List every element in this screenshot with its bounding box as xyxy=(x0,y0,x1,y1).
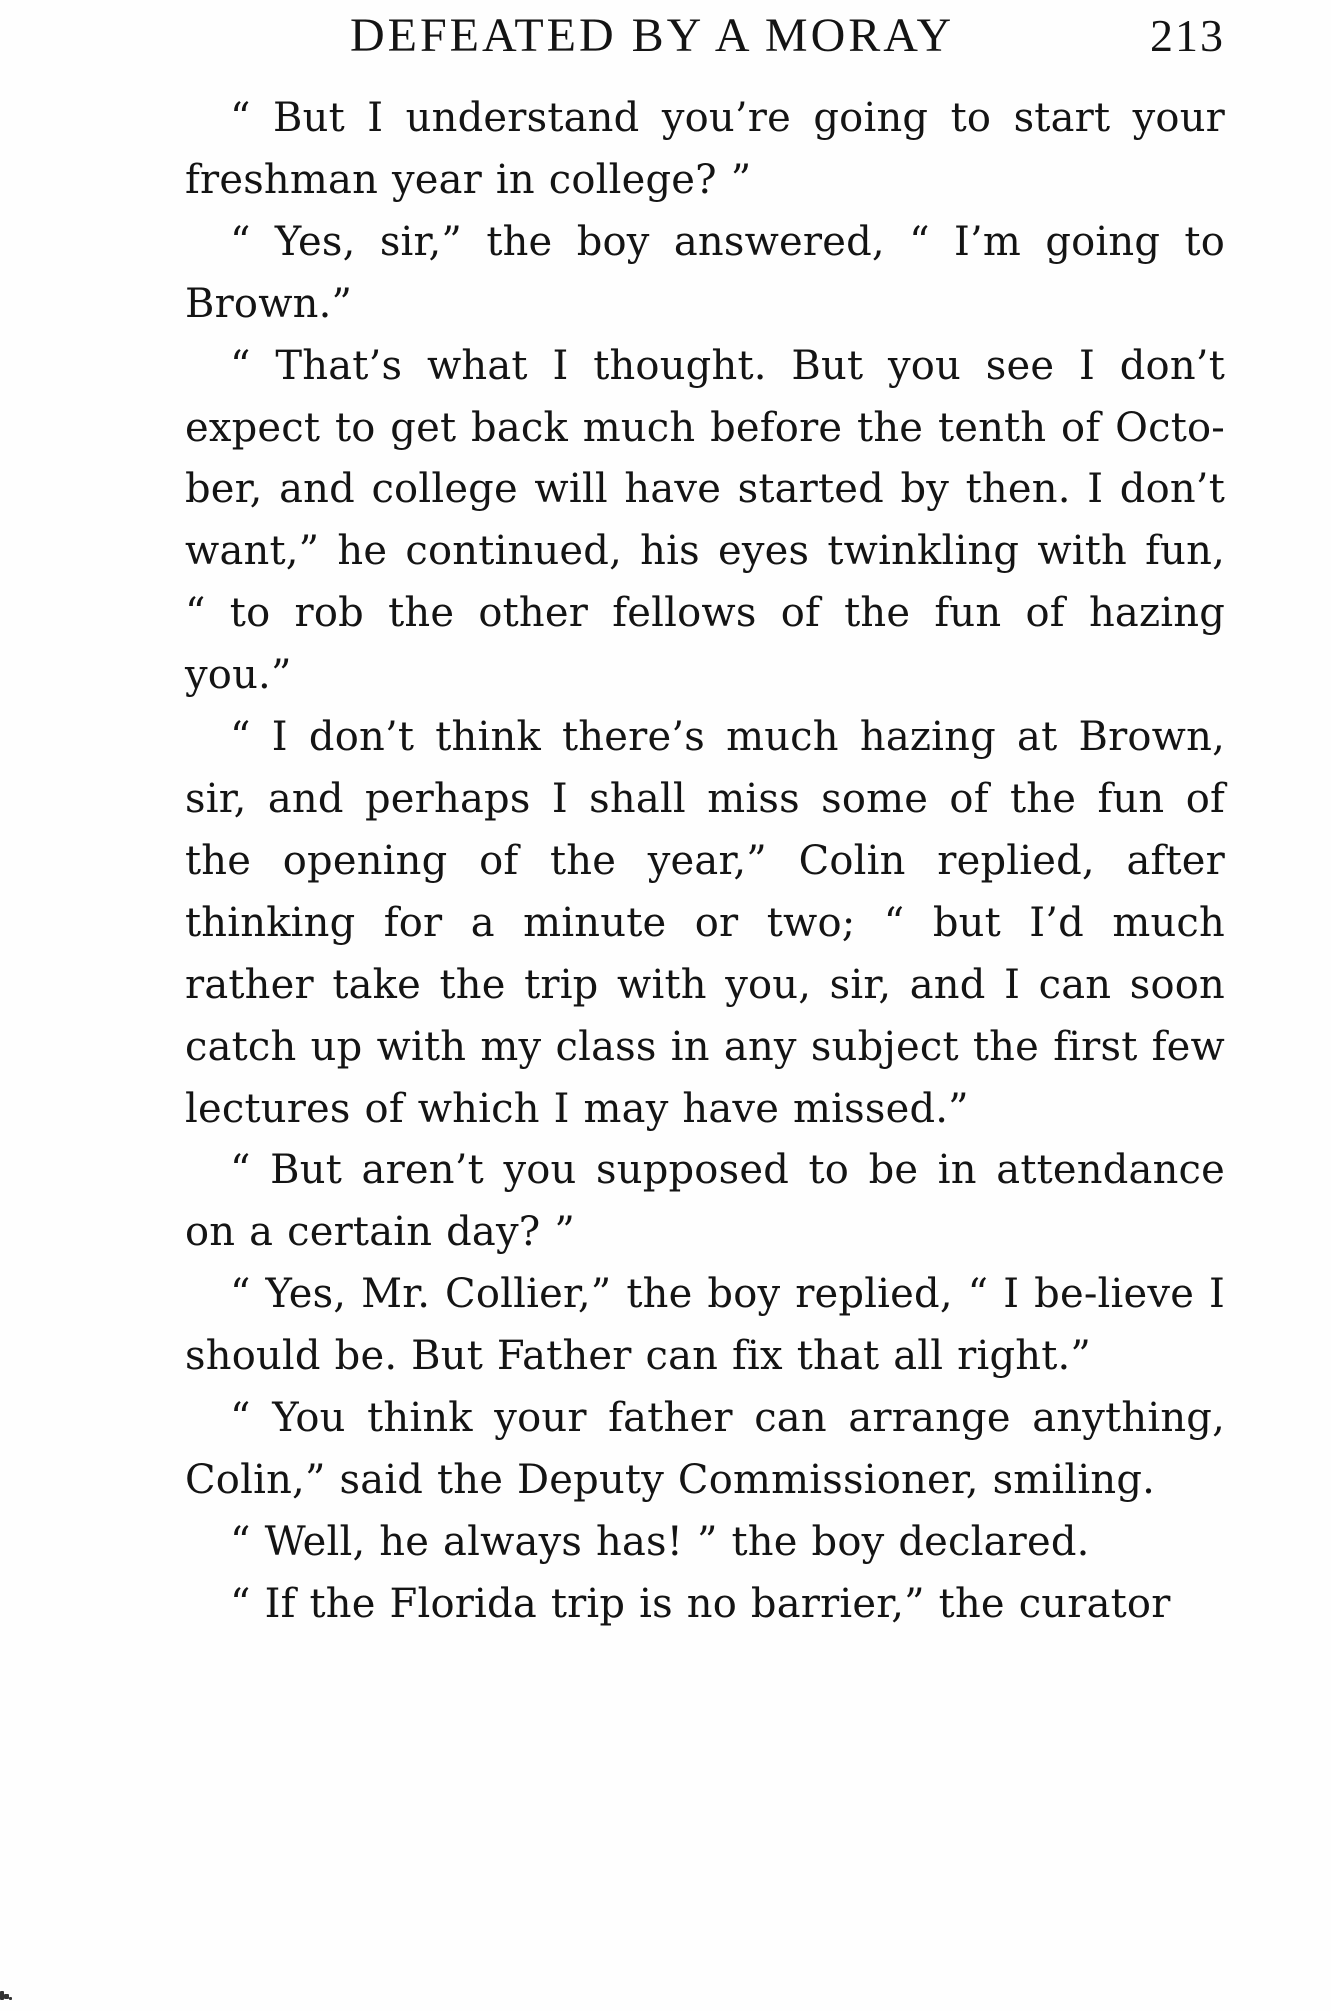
paragraph-1: “ But I understand you’re going to start your freshman year in college? ” xyxy=(185,95,1225,203)
body-text xyxy=(185,88,1225,1636)
paragraph-4: “ I don’t think there’s much hazing at Brown, sir, and perhaps I shall miss some of the fun of the opening of the year,” Colin replied, after thinking for a minute or two; “ but I’d much rather take the trip with you, sir, and I can soon catch up with my class in any subject the first few lectures of which I may have missed.” xyxy=(185,714,1225,1132)
paragraph-7: “ You think your father can arrange anything, Colin,” said the Deputy Commissioner, smiling. xyxy=(185,1395,1225,1503)
paragraph-2: “ Yes, sir,” the boy answered, “ I’m going to Brown.” xyxy=(185,218,1225,327)
print-specks xyxy=(0,1989,14,2001)
paragraph-9: “ If the Florida trip is no barrier,” the curator xyxy=(230,1580,1171,1627)
paragraph-5: “ But aren’t you supposed to be in attendance on a certain day? ” xyxy=(185,1147,1225,1256)
paragraph-3: “ That’s what I thought. But you see I don’t expect to get back much before the tenth of Octo-ber, and college will have started by then. I don’t want,” he continued, his eyes twinkling with fun, “ to rob the other fellows of the fun of hazing you.” xyxy=(185,342,1225,699)
running-head xyxy=(185,6,1225,66)
running-title: DEFEATED BY A MORAY xyxy=(350,9,955,62)
page-number: 213 xyxy=(1150,10,1225,61)
paragraph-8: “ Well, he always has! ” the boy declared. xyxy=(230,1518,1090,1565)
paragraph-6: “ Yes, Mr. Collier,” the boy replied, “ I be-lieve I should be. But Father can fix that all right.” xyxy=(185,1271,1225,1380)
